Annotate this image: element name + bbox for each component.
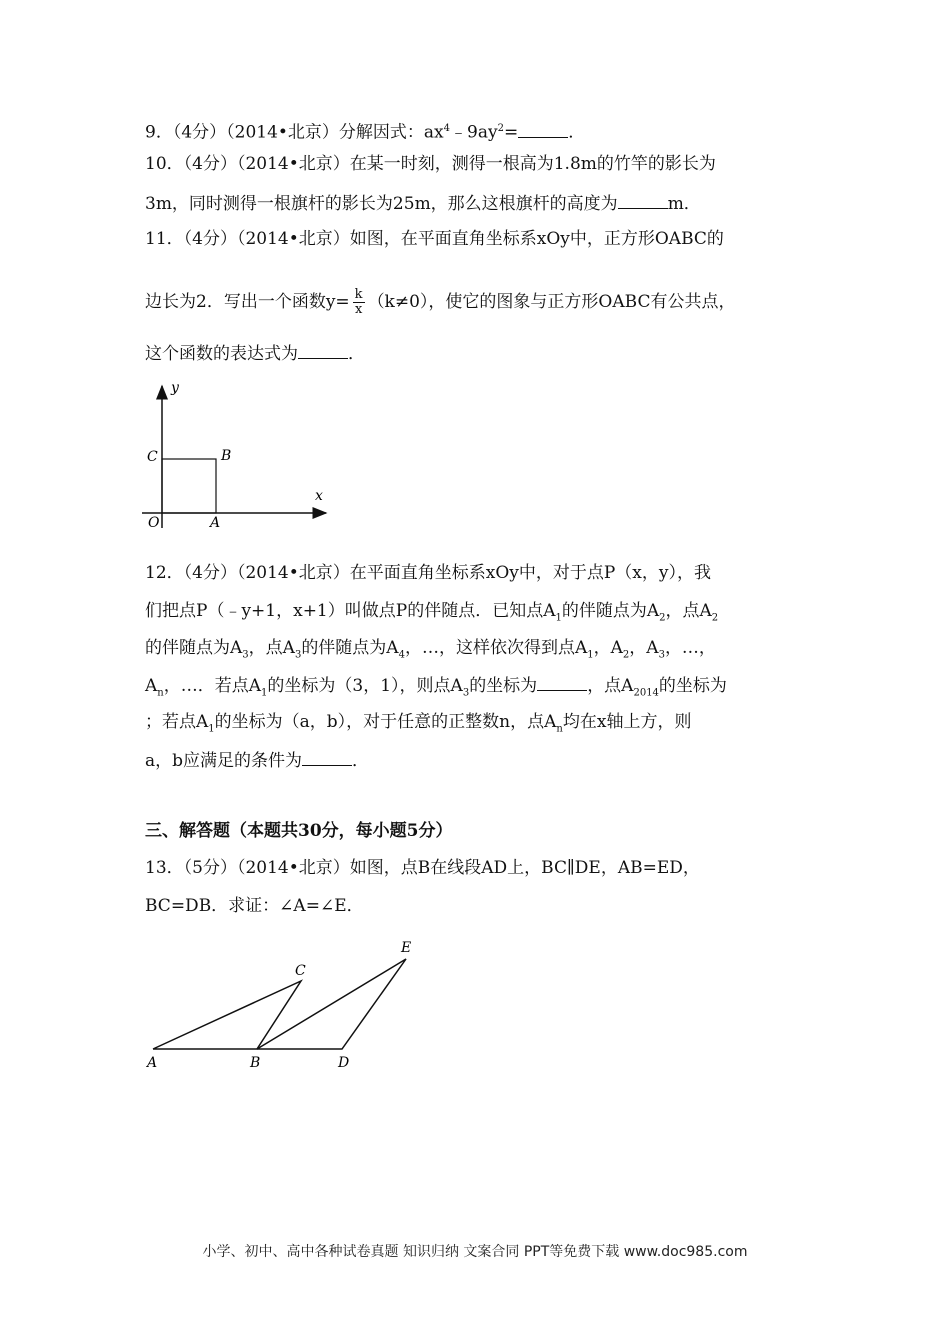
question-12-line-3 bbox=[145, 637, 716, 666]
subscript: 2 bbox=[711, 612, 719, 624]
question-12-line-4 bbox=[145, 674, 727, 704]
q12-text: 的伴随点为A bbox=[301, 638, 399, 658]
q12-text: 的坐标为 bbox=[658, 676, 727, 696]
subscript: 3 bbox=[294, 649, 302, 661]
q11-text: ． bbox=[348, 344, 365, 364]
label-y: y bbox=[171, 380, 179, 396]
q12-text: ，点A bbox=[665, 601, 712, 621]
label-d: D bbox=[338, 1055, 350, 1071]
q12-text: a，b应满足的条件为 bbox=[145, 751, 303, 771]
q12-text: 均在x轴上方，则 bbox=[562, 712, 692, 732]
q10-text: 3m，同时测得一根旗杆的影长为25m，那么这根旗杆的高度为 bbox=[145, 194, 618, 214]
q11-text: （k≠0），使它的图象与正方形OABC有公共点， bbox=[367, 292, 736, 312]
question-12-line-2 bbox=[145, 600, 718, 629]
subscript: n bbox=[556, 723, 563, 735]
subscript: 2014 bbox=[633, 687, 659, 699]
label-a: A bbox=[147, 1055, 158, 1071]
question-9 bbox=[145, 118, 585, 144]
subscript: 1 bbox=[587, 649, 594, 661]
label-b: B bbox=[250, 1055, 261, 1071]
subscript: n bbox=[157, 687, 164, 699]
q9-text: = bbox=[503, 122, 519, 143]
section-heading: 三、解答题（本题共30分，每小题5分） bbox=[145, 821, 453, 841]
q12-text: 的坐标为 bbox=[469, 676, 538, 696]
label-c: C bbox=[295, 963, 306, 979]
q9-exponent: 2 bbox=[497, 123, 504, 134]
q9-text: ﹣9ay bbox=[450, 122, 498, 143]
subscript: 3 bbox=[658, 649, 665, 661]
answer-blank[interactable] bbox=[298, 342, 348, 359]
q12-text: ，…，这样依次得到点A bbox=[404, 638, 588, 658]
triangle-abc bbox=[153, 981, 301, 1049]
q10-text: m． bbox=[667, 194, 701, 214]
label-e: E bbox=[401, 940, 412, 956]
q12-text: 的坐标为（3，1），则点A bbox=[267, 676, 463, 696]
q12-text: 们把点P（﹣y+1，x+1）叫做点P的伴随点．已知点A bbox=[145, 601, 556, 621]
triangles-figure bbox=[140, 932, 430, 1077]
subscript: 3 bbox=[242, 649, 249, 661]
subscript: 1 bbox=[555, 612, 562, 624]
question-11-line-3 bbox=[145, 342, 365, 365]
q12-text: ，A bbox=[629, 638, 659, 658]
question-10-line-2 bbox=[145, 192, 701, 215]
subscript: 1 bbox=[208, 723, 215, 735]
q12-text: ；若点A bbox=[145, 712, 209, 732]
answer-blank[interactable] bbox=[518, 121, 568, 138]
subscript: 2 bbox=[659, 612, 666, 624]
triangle-bde bbox=[257, 959, 406, 1049]
q9-text: ． bbox=[568, 122, 586, 143]
q12-text: 的伴随点为A bbox=[145, 638, 243, 658]
fraction-denominator: x bbox=[354, 302, 363, 317]
q9-text: 9．（4分）（2014•北京）分解因式：ax bbox=[145, 122, 444, 143]
page-footer: 小学、初中、高中各种试卷真题 知识归纳 文案合同 PPT等免费下载 www.doc985.com bbox=[202, 1244, 748, 1260]
question-11-line-1: 11．（4分）（2014•北京）如图，在平面直角坐标系xOy中，正方形OABC的 bbox=[145, 229, 724, 249]
question-12-line-6 bbox=[145, 749, 369, 772]
q12-text: A bbox=[145, 676, 158, 696]
label-b: B bbox=[221, 448, 232, 464]
q12-text: ，A bbox=[593, 638, 623, 658]
subscript: 4 bbox=[398, 649, 405, 661]
label-a: A bbox=[210, 515, 221, 531]
answer-blank[interactable] bbox=[618, 192, 668, 209]
q12-text: ，…， bbox=[664, 638, 716, 658]
answer-blank[interactable] bbox=[302, 749, 352, 766]
subscript: 1 bbox=[261, 687, 268, 699]
q11-text: 这个函数的表达式为 bbox=[145, 344, 298, 364]
question-10-line-1: 10．（4分）（2014•北京）在某一时刻，测得一根高为1.8m的竹竿的影长为 bbox=[145, 154, 716, 174]
subscript: 2 bbox=[622, 649, 630, 661]
question-11-line-2 bbox=[145, 288, 735, 317]
q12-text: ． bbox=[352, 751, 370, 771]
question-12-line-5 bbox=[145, 711, 691, 740]
q12-text: 的坐标为（a，b），对于任意的正整数n，点A bbox=[214, 712, 557, 732]
answer-blank[interactable] bbox=[537, 674, 587, 691]
q12-text: ，…．若点A bbox=[163, 676, 262, 696]
q9-exponent: 4 bbox=[443, 123, 451, 134]
question-13-line-2: BC=DB．求证：∠A=∠E． bbox=[145, 896, 364, 916]
q12-text: ，点A bbox=[587, 676, 634, 696]
subscript: 3 bbox=[462, 687, 470, 699]
fraction-numerator: k bbox=[354, 287, 363, 302]
question-13-line-1: 13．（5分）（2014•北京）如图，点B在线段AD上，BC∥DE，AB=ED， bbox=[145, 858, 700, 878]
q12-text: ，点A bbox=[248, 638, 295, 658]
square-oabc bbox=[162, 459, 216, 513]
question-12-line-1: 12．（4分）（2014•北京）在平面直角坐标系xOy中，对于点P（x，y），我 bbox=[145, 563, 711, 583]
label-o: O bbox=[148, 515, 160, 531]
square-oabc-figure bbox=[138, 378, 338, 538]
label-x: x bbox=[315, 488, 323, 504]
q11-text: 边长为2．写出一个函数y= bbox=[145, 292, 350, 312]
q12-text: 的伴随点为A bbox=[561, 601, 660, 621]
label-c: C bbox=[147, 449, 158, 465]
fraction-k-over-x bbox=[353, 288, 365, 317]
